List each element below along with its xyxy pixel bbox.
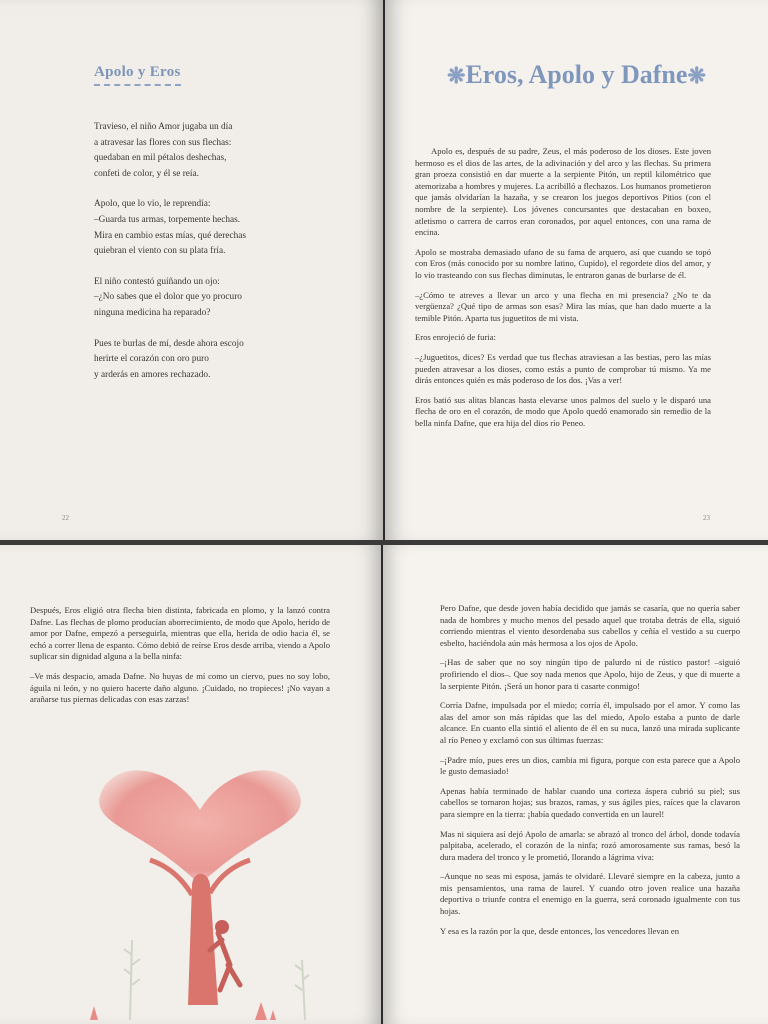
stanza <box>94 275 364 322</box>
flower-ornament-icon: ❋ <box>687 63 706 88</box>
page-number: 23 <box>703 514 710 522</box>
page-22 <box>0 0 383 540</box>
paragraph: –¡Padre mío, pues eres un dios, cambia mi figura, porque con esta parece que a Apolo le gusto demasiado! <box>440 754 740 777</box>
paragraph: –¿Juguetitos, dices? Es verdad que tus flechas atraviesan a las bestias, pero las mías pueden atravesar a los dioses, como estás a punto de comprobar tú mismo. Ya me dirás entonces quién es más poderoso de los dos. ¡Vas a ver! <box>415 351 711 386</box>
poem-line: –Guarda tus armas, torpemente hechas. <box>94 214 241 225</box>
paragraph: Pero Dafne, que desde joven había decidido que jamás se casaría, que no quería saber nada de hombres y mucho menos del pesado aquel que trotaba detrás de ella, siguió corriendo mientras el viento desordenaba sus cabellos y ceñía el vestido a su cuerpo esbelto, haciéndola aún más hermosa a los ojos de Apolo. <box>440 603 740 648</box>
paragraph: Apolo es, después de su padre, Zeus, el más poderoso de los dioses. Este joven hermoso es el dios de las artes, de la adivinación y del arco y las flechas. Su primera gran proeza consistió en dar muerte a la serpiente Pitón, un reptil kilométrico que atemorizaba a hombres y mujeres. La acribilló a flechazos. Los humanos prometieron que jamás olvidarían la hazaña, y se crearon los juegos deportivos Pitios (con el nombre de la serpiente). Los jóvenes concursantes que destacaban en boxeo, atletismo o carrera de carros eran coronados, por aquel entonces, con una rama de encina. <box>415 146 711 238</box>
ground-flowers <box>90 1002 276 1020</box>
poem-line: quedaban en mil pétalos deshechas, <box>94 153 227 164</box>
poem-line: confeti de color, y él se reía. <box>94 168 199 179</box>
poem-line: Apolo, que lo vio, le reprendía: <box>94 199 211 210</box>
paragraph: Apenas había terminado de hablar cuando una corteza áspera cubrió su piel; sus cabellos se tornaron hojas; sus brazos, ramas, y sus ágiles pies, raíces que la clavaron para siempre en la tierra: ¡había quedado convertida en un laurel! <box>440 785 740 819</box>
poem-line: herirte el corazón con oro puro <box>94 354 209 365</box>
paragraph: Eros batió sus alitas blancas hasta elevarse unos palmos del suelo y le disparó una flecha de oro en el corazón, de modo que Apolo quedó enamorado sin remedio de la bella ninfa Dafne, que era hija del dios río Peneo. <box>415 394 711 428</box>
poem-line: Pues te burlas de mí, desde ahora escojo <box>94 338 244 349</box>
poem-title: Apolo y Eros <box>94 64 181 86</box>
tree-crown <box>99 770 301 885</box>
paragraph: –¿Cómo te atreves a llevar un arco y una flecha en mi presencia? ¿No te da vergüenza? ¿Qué tipo de armas son esas? Mira las mías, que han dado muerte a la temible Pitón. Aparta tus juguetitos de mi vista. <box>415 289 711 323</box>
paragraph: Mas ni siquiera así dejó Apolo de amarla: se abrazó al tronco del árbol, donde todavía palpitaba, acelerado, el corazón de la ninfa; rozó amorosamente sus ramas, besó la dura madera del tronco y le prometió, llorando a lágrima viva: <box>440 828 740 862</box>
flower-ornament-icon: ❋ <box>447 63 466 88</box>
poem-line: Travieso, el niño Amor jugaba un día <box>94 122 233 132</box>
chapter-title <box>447 60 706 90</box>
poem-line: –¿No sabes que el dolor que yo procuro <box>94 292 242 303</box>
poem-line: quiebran el viento con su plata fría. <box>94 246 226 257</box>
paragraph: –¡Has de saber que no soy ningún tipo de palurdo ni de rústico pastor! –siguió profiriendo el dios–. Que soy nada menos que Apolo, hijo de Zeus, y que di muerte a la serpiente Pitón. ¡Será un honor para ti casarte conmigo! <box>440 657 740 691</box>
poem-line: El niño contestó guiñando un ojo: <box>94 276 220 287</box>
page-number: 22 <box>62 514 69 522</box>
poem-line: y arderás en amores rechazado. <box>94 369 211 380</box>
paragraph: Eros enrojeció de furia: <box>415 332 496 343</box>
paragraph: –Ve más despacio, amada Dafne. No huyas de mí como un ciervo, pues no soy lobo, águila ni león, y no quiero hacerte daño alguno. ¡Cuidado, no tropieces! ¡No vayan a arañarse tus piernas delicadas con esas zarzas! <box>30 670 330 705</box>
chapter-text <box>440 603 740 945</box>
stanza <box>94 337 364 384</box>
stanza <box>94 197 364 259</box>
poem-line: Mira en cambio estas mías, qué derechas <box>94 230 247 241</box>
wheat-stalks <box>124 940 309 1020</box>
paragraph: Corría Dafne, impulsada por el miedo; corría él, impulsado por el amor. Y como las alas del amor son más rápidas que las del miedo, Apolo estaba a punto de darle alcance. En cuanto ella sintió el aliento de él en su nuca, lanzó una mirada suplicante al río Peneo y exclamó con sus últimas fuerzas: <box>440 700 740 745</box>
poem-line: a atravesar las flores con sus flechas: <box>94 137 232 148</box>
paragraph: Después, Eros eligió otra flecha bien distinta, fabricada en plomo, y la lanzó contra Dafne. Las flechas de plomo producían aborrecimiento, de modo que Apolo, herido de amor por Dafne, empezó a perseguirla, mientras que ella, herida de odio hacia él, se echó a correr llena de espanto. Cómo debió de reírse Eros desde arriba, viendo a Apolo suplicar sin dignidad alguna a la bella ninfa: <box>30 605 330 662</box>
paragraph: Y esa es la razón por la que, desde entonces, los vencedores llevan en <box>440 925 680 936</box>
laurel-tree-illustration <box>70 765 330 1024</box>
page-24 <box>0 545 381 1024</box>
chapter-title-text: Eros, Apolo y Dafne <box>465 60 688 89</box>
page-25 <box>383 545 768 1024</box>
chapter-text <box>30 605 330 714</box>
chapter-text <box>415 146 711 437</box>
paragraph: Apolo se mostraba demasiado ufano de su fama de arquero, así que cuando se topó con Eros (más conocido por su nombre latino, Cupido), el regordete dios del amor, y lo vio trasteando con sus flechas diminutas, le entraron ganas de burlarse de él. <box>415 246 711 280</box>
poem-line: ninguna medicina ha reparado? <box>94 307 211 318</box>
poem <box>94 120 364 398</box>
stanza <box>94 120 364 182</box>
page-23 <box>385 0 768 540</box>
paragraph: –Aunque no seas mi esposa, jamás te olvidaré. Llevaré siempre en la cabeza, junto a mis pensamientos, una rama de laurel. Y cuando otro joven realice una hazaña deportiva o triunfe contra el enemigo en la guerra, será coronado igualmente con tus hojas. <box>440 871 740 917</box>
